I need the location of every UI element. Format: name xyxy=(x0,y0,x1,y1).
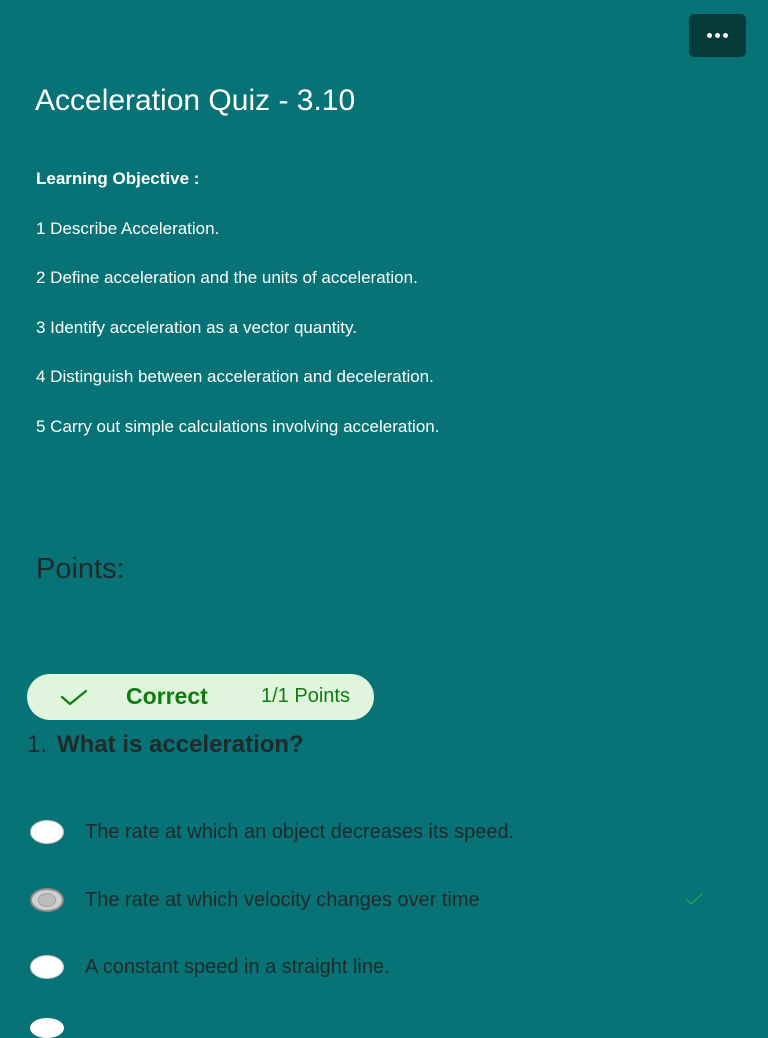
objective-item: 5 Carry out simple calculations involving acceleration. xyxy=(36,417,440,436)
quiz-title: Acceleration Quiz - 3.10 xyxy=(35,84,356,117)
more-options-button[interactable] xyxy=(689,14,746,57)
result-points: 1/1 Points xyxy=(261,685,350,707)
answer-option[interactable] xyxy=(30,953,730,983)
answer-option-label: The rate at which velocity changes over time xyxy=(85,889,480,911)
answer-option-label: The rate at which an object decreases its speed. xyxy=(85,821,515,843)
radio-button-selected[interactable] xyxy=(30,888,64,912)
radio-button[interactable] xyxy=(30,820,64,844)
more-horizontal-icon xyxy=(707,33,728,38)
objective-item: 3 Identify acceleration as a vector quantity. xyxy=(36,318,357,337)
radio-button[interactable] xyxy=(30,1018,64,1038)
result-badge xyxy=(27,674,374,720)
checkmark-icon xyxy=(60,688,88,706)
answer-option[interactable] xyxy=(30,818,730,848)
objective-item: 1 Describe Acceleration. xyxy=(36,219,220,238)
question-title xyxy=(27,731,304,759)
correct-answer-check-icon xyxy=(684,892,704,906)
radio-button[interactable] xyxy=(30,955,64,979)
answer-option[interactable] xyxy=(30,886,730,916)
question-text: What is acceleration? xyxy=(57,731,304,758)
learning-objective-label: Learning Objective : xyxy=(36,169,200,188)
objective-item: 4 Distinguish between acceleration and deceleration. xyxy=(36,367,434,386)
objective-item: 2 Define acceleration and the units of acceleration. xyxy=(36,268,418,287)
question-number: 1. xyxy=(27,731,48,758)
answer-option-label: A constant speed in a straight line. xyxy=(85,956,390,978)
points-heading: Points: xyxy=(36,553,125,585)
result-status: Correct xyxy=(126,683,208,709)
